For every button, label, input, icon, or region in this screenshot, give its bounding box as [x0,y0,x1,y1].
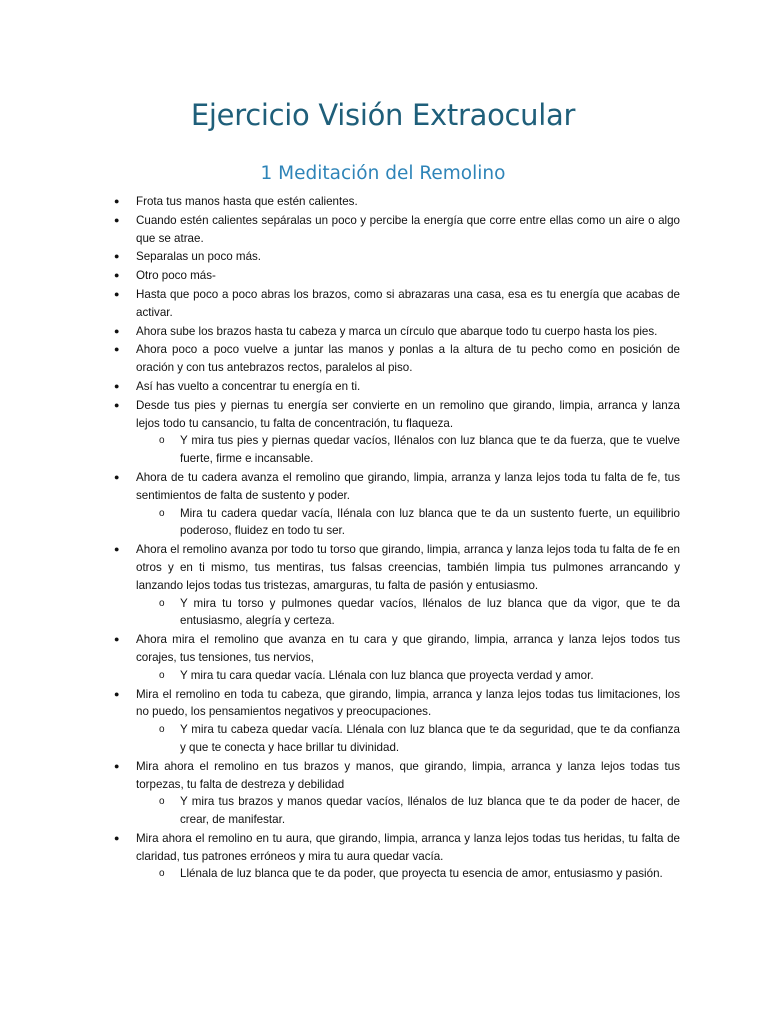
list-item [110,631,680,684]
circle-bullet-icon: o [159,435,165,447]
bullet-icon: ● [114,270,120,281]
sub-list-item [136,865,680,883]
list-item-text: Frota tus manos hasta que estén calientes. [136,195,358,208]
list-item [110,212,680,248]
list-item-text: Ahora el remolino avanza por todo tu torso que girando, limpia, arranca y lanza lejos toda tu falta de fe en otros y en ti mismo, tus mentiras, tus falsas creencias, también limpia tus pulmones arrancando y lanzando lejos todas tus tristezas, amarguras, tu falta de pasión y entusiasmo. [136,543,680,592]
bullet-icon: ● [114,688,120,699]
sub-list [136,505,680,541]
sub-list [136,865,680,883]
list-item-text: Desde tus pies y piernas tu energía ser convierte en un remolino que girando, limpia, arranca y lanza lejos todo tu cansancio, tu falta de concentración, tu flaqueza. [136,398,680,430]
list-item-text: Cuando estén calientes sepáralas un poco y percibe la energía que corre entre ellas como un aire o algo que se atrae. [136,213,680,245]
bullet-icon: ● [114,325,120,336]
list-item-text: Así has vuelto a concentrar tu energía en ti. [136,379,361,393]
sub-list-item-text: Y mira tu cabeza quedar vacía. Llénala con luz blanca que te da seguridad, que te da confianza y que te conecta y hace brillar tu divinidad. [180,723,680,754]
list-item-text: Hasta que poco a poco abras los brazos, como si abrazaras una casa, esa es tu energía que acabas de activar. [136,287,680,319]
sub-list-item [136,595,680,631]
bullet-icon: ● [114,196,120,206]
circle-bullet-icon: o [159,868,165,880]
circle-bullet-icon: o [159,724,165,736]
instruction-list [110,193,680,883]
sub-list-item-text: Y mira tus pies y piernas quedar vacíos, lIénalos con luz blanca que te da fuerza, que te vuelve fuerte, firme e incansable. [180,434,680,466]
bullet-icon: ● [114,544,120,555]
list-item-text: Ahora poco a poco vuelve a juntar las manos y ponlas a la altura de tu pecho como en posición de oración y con tus antebrazos rectos, paralelos al piso. [136,343,680,375]
bullet-icon: ● [114,634,120,645]
list-item-text: Otro poco más- [136,269,216,283]
bullet-icon: ● [114,471,120,482]
circle-bullet-icon: o [159,507,165,519]
circle-bullet-icon: o [159,796,165,808]
list-item-text: Mira el remolino en toda tu cabeza, que girando, limpia, arranca y lanza lejos todas tus limitaciones, los no puedo, los pensamientos negativos y preocupaciones. [136,687,680,719]
list-item [110,267,680,285]
list-item-text: Ahora de tu cadera avanza el remolino que girando, limpia, arranza y lanza lejos toda tu falta de fe, tus sentimientos de falta de sustento y poder. [136,470,680,502]
bullet-icon: ● [114,288,120,299]
sub-list [136,793,680,829]
list-item [110,541,680,630]
list-item [110,193,680,211]
bullet-icon: ● [114,399,120,410]
sub-list [136,721,680,757]
sub-list-item [136,721,680,757]
bullet-icon: ● [114,214,120,225]
section-heading: 1 Meditación del Remolino [260,163,506,184]
list-item [110,686,680,757]
circle-bullet-icon: o [159,669,165,681]
bullet-icon: ● [114,832,120,843]
sub-list-item [136,667,680,685]
sub-list-item-text: Y mira tu cara quedar vacía. Llénala con luz blanca que proyecta verdad y amor. [180,668,594,682]
sub-list-item-text: Y mira tus brazos y manos quedar vacíos, llénalos de luz blanca que te da poder de hacer, de crear, de manifestar. [180,795,680,827]
list-item [110,758,680,829]
list-item [110,286,680,322]
list-item-text: Ahora mira el remolino que avanza en tu cara y que girando, limpia, arranca y lanza lejos todos tus corajes, tus tensiones, tus nervios, [136,633,680,664]
bullet-icon: ● [114,344,120,355]
sub-list [136,432,680,468]
document-title: Ejercicio Visión Extraocular [190,98,576,132]
list-item [110,341,680,377]
list-item-text: Mira ahora el remolino en tus brazos y manos, que girando, limpia, arranca y lanza lejos todas tus torpezas, tu falta de destreza y debilidad [136,759,680,791]
list-item [110,469,680,540]
sub-list-item [136,793,680,829]
bullet-icon: ● [114,380,120,391]
sub-list [136,667,680,685]
list-item-text: Separalas un poco más. [136,250,262,264]
list-item-text: Mira ahora el remolino en tu aura, que girando, limpia, arranca y lanza lejos todas tus heridas, tu falta de claridad, tus patrones erróneos y mira tu aura quedar vacía. [136,831,680,863]
list-item [110,323,680,341]
sub-list-item-text: Llénala de luz blanca que te da poder, que proyecta tu esencia de amor, entusiasmo y pasión. [180,867,663,881]
bullet-icon: ● [114,760,120,771]
circle-bullet-icon: o [159,597,165,609]
list-item-text: Ahora sube los brazos hasta tu cabeza y marca un círculo que abarque todo tu cuerpo hasta los pies. [136,324,658,338]
sub-list-item-text: Y mira tu torso y pulmones quedar vacíos, llénalos de luz blanca que da vigor, que te da entusiasmo, alegría y certeza. [180,596,680,628]
sub-list-item [136,432,680,468]
list-item [110,378,680,396]
list-item [110,248,680,266]
sub-list-item [136,505,680,541]
sub-list-item-text: Mira tu cadera quedar vacía, lIénala con luz blanca que te da un sustento fuerte, un equilibrio poderoso, fluidez en todo tu ser. [180,506,680,538]
bullet-icon: ● [114,251,120,262]
list-item [110,397,680,468]
sub-list [136,595,680,631]
list-item [110,830,680,883]
